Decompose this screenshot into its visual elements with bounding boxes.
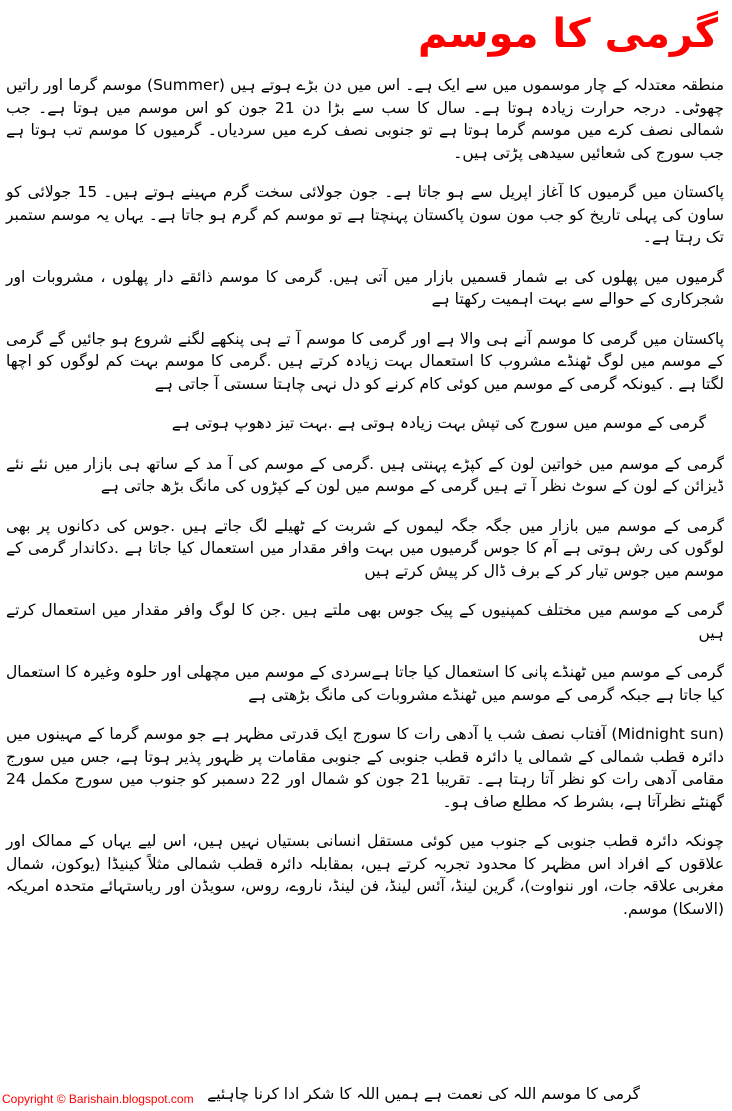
article-title: گرمی کا موسم — [417, 11, 718, 57]
paragraph-lawn-clothes: گرمی کے موسم میں خواتین لون کے کپڑے پہنتی ہیں .گرمی کے موسم کی آ مد کے ساتھ ہی بازار میں نئے نئے ڈیزائن کے لون کے سوٹ نظر آ تے ہیں گرمی کے موسم میں لون کے کپڑوں کی مانگ بڑھ جاتی ہے — [6, 454, 724, 495]
paragraph-packed-juice: گرمی کے موسم میں مختلف کمپنیوں کے پیک جوس بھی ملتے ہیں .جن کا لوگ وافر مقدار میں استعمال کرتے ہیں — [6, 601, 724, 642]
article-body — [6, 74, 724, 937]
closing-line: گرمی کا موسم اللہ کی نعمت ہے ہمیں اللہ کا شکر ادا کرنا چاہئیے — [207, 1085, 640, 1103]
paragraph-pakistan-summer: پاکستان میں گرمیوں کا آغاز اپریل سے ہو جاتا ہے۔ جون جولائی سخت گرم مہینے ہوتے ہیں۔ 15 جولائی کو ساون کی پہلی تاریخ کو جب مون سون پاکستان پہنچتا ہے تو موسم کم گرم ہو جاتا ہے۔ یہاں یہ موسم ستمبر تک رہتا ہے۔ — [6, 183, 724, 246]
paragraph-arctic-countries: چونکہ دائرہ قطب جنوبی کے جنوب میں کوئی مستقل انسانی بستیاں نہیں ہیں، اس لیے یہاں کے ممالک اور علاقوں کے افراد اس مظہر کا محدود تجربہ کرتے ہیں، بمقابلہ دائرہ قطب شمالی مثلاً کینیڈا (یوکون، شمال مغربی علاقہ جات، اور ننواوت)، گرین لینڈ، آئس لینڈ، فن لینڈ، ناروے، روس، سویڈن اور ریاستہائے متحدہ امریکہ (الاسکا) موسم. — [6, 832, 724, 918]
paragraph-midnight-sun: (Midnight sun) آفتاب نصف شب یا آدھی رات کا سورج ایک قدرتی مظہر ہے جو موسم گرما کے مہینوں میں دائرہ قطب شمالی کے شمالی یا دائرہ قطب جنوبی کے جنوبی مقامات پر ظہور پذیر ہوتا ہے، جس میں سورج مقامی آدھی رات کو نظر آتا رہتا ہے۔ تقریبا 21 جون کو شمال اور 22 دسمبر کو جنوب میں سورج مکمل 24 گھنٹے نظرآتا ہے، بشرط کہ مطلع صاف ہو۔ — [6, 725, 725, 811]
paragraph-cold-water: گرمی کے موسم میں ٹھنڈے پانی کا استعمال کیا جاتا ہےسردی کے موسم میں مچھلی اور حلوہ وغیرہ کا استعمال کیا جاتا ہے جبکہ گرمی کے موسم میں ٹھنڈے مشروبات کی مانگ بڑھتی ہے — [6, 663, 724, 704]
paragraph-sun-heat: گرمی کے موسم میں سورج کی تپش بہت زیادہ ہوتی ہے .بہت تیز دھوپ ہوتی ہے — [171, 414, 706, 432]
paragraph-summer-definition: منطقہ معتدلہ کے چار موسموں میں سے ایک ہے۔ اس میں دن بڑے ہوتے ہیں (Summer) موسم گرما اور راتیں چھوٹی۔ درجہ حرارت زیادہ ہوتا ہے۔ سال کا سب سے بڑا دن 21 جون کو اس موسم میں ہوتا ہے۔ جب شمالی نصف کرے میں موسم گرما ہوتا ہے تو جنوبی نصف کرے میں سردیاں۔ گرمیوں کا موسم تب ہوتا ہے جب سورج کی شعائیں سیدھی پڑتی ہیں۔ — [6, 76, 724, 162]
copyright-notice: Copyright © Barishain.blogspot.com — [2, 1092, 194, 1106]
paragraph-cold-drinks: پاکستان میں گرمی کا موسم آنے ہی والا ہے اور گرمی کا موسم آ تے ہی پنکھے لگنے شروع ہو جائیں گے گرمی کے موسم میں لوگ ٹھنڈے مشروب کا استعمال بہت زیادہ کرتے ہیں .گرمی کا موسم بہت کم لوگوں کو اچھا لگتا ہے . کیونکہ گرمی کے موسم میں کوئی کام کرنے کو دل نہی چاہتا سستی آ جاتی ہے — [6, 329, 724, 393]
paragraph-lemon-juice: گرمی کے موسم میں بازار میں جگہ جگہ لیموں کے شربت کے ٹھیلے لگ جاتے ہیں .جوس کی دکانوں پر بھی لوگوں کی رش ہوتی ہے آم کا جوس گرمیوں میں بہت وافر مقدار میں استعمال کیا جاتا ہے .دکاندار گرمی کے موسم میں جوس تیار کر کے برف ڈال کر پیش کرتے ہیں — [6, 516, 724, 580]
paragraph-fruits: گرمیوں میں پھلوں کی بے شمار قسمیں بازار میں آتی ہیں. گرمی کا موسم ذائقے دار پھلوں ، مشروبات اور شجرکاری کے حوالے سے بہت اہمیت رکھتا ہے — [6, 267, 724, 308]
